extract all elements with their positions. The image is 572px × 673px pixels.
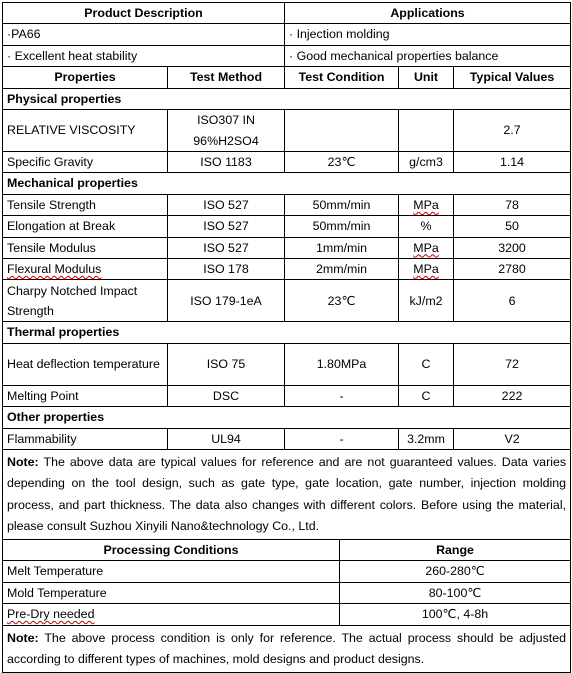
unit-text: MPa <box>413 197 439 212</box>
table-row <box>3 110 571 152</box>
test-condition: 50mm/min <box>285 194 399 215</box>
typical-value: 72 <box>454 343 571 385</box>
section-title: Physical properties <box>3 88 571 109</box>
test-condition: 2mm/min <box>285 259 399 280</box>
typical-value: 6 <box>454 280 571 322</box>
condition-name: Melt Temperature <box>3 561 340 582</box>
condition-range: 80-100℃ <box>340 582 571 603</box>
unit: 3.2mm <box>399 428 454 449</box>
test-method: ISO 527 <box>168 216 285 237</box>
property-name: Specific Gravity <box>3 152 168 173</box>
test-method: UL94 <box>168 428 285 449</box>
condition-name: Mold Temperature <box>3 582 340 603</box>
section-row <box>3 407 571 428</box>
property-name: RELATIVE VISCOSITY <box>3 110 168 152</box>
table-row <box>3 216 571 237</box>
test-method: ISO 179-1eA <box>168 280 285 322</box>
property-name: Charpy Notched Impact Strength <box>3 280 168 322</box>
test-condition: - <box>285 385 399 406</box>
table-row <box>3 259 571 280</box>
processing-header-row <box>3 540 571 561</box>
property-name <box>3 259 168 280</box>
unit: C <box>399 385 454 406</box>
property-name: Heat deflection temperature <box>3 343 168 385</box>
note-cell <box>3 450 571 540</box>
note-row <box>3 625 571 672</box>
applications-header: Applications <box>285 3 571 24</box>
test-condition: 23℃ <box>285 280 399 322</box>
unit: % <box>399 216 454 237</box>
test-condition: 1.80MPa <box>285 343 399 385</box>
table-row <box>3 152 571 173</box>
table-row <box>3 237 571 258</box>
property-text: Flexural Modulus <box>7 262 102 277</box>
range-header: Range <box>340 540 571 561</box>
note-row <box>3 450 571 540</box>
unit: C <box>399 343 454 385</box>
col-typical-values: Typical Values <box>454 67 571 88</box>
table-row <box>3 194 571 215</box>
test-method: ISO 1183 <box>168 152 285 173</box>
unit: g/cm3 <box>399 152 454 173</box>
property-name: Tensile Modulus <box>3 237 168 258</box>
section-title: Other properties <box>3 407 571 428</box>
section-row <box>3 173 571 194</box>
description-right: · Injection molding <box>285 24 571 45</box>
condition-text: Pre-Dry needed <box>7 607 95 622</box>
note-label: Note: <box>7 455 39 470</box>
test-method: ISO 527 <box>168 194 285 215</box>
unit <box>399 110 454 152</box>
description-row <box>3 24 571 45</box>
test-condition: 1mm/min <box>285 237 399 258</box>
test-method: ISO307 IN 96%H2SO4 <box>168 110 285 152</box>
unit: kJ/m2 <box>399 280 454 322</box>
section-row <box>3 88 571 109</box>
property-name: Melting Point <box>3 385 168 406</box>
unit-text: MPa <box>413 262 439 277</box>
table-row <box>3 385 571 406</box>
test-method: ISO 178 <box>168 259 285 280</box>
typical-value: 50 <box>454 216 571 237</box>
column-header-row <box>3 67 571 88</box>
unit <box>399 194 454 215</box>
property-name: Flammability <box>3 428 168 449</box>
unit <box>399 259 454 280</box>
table-row <box>3 561 571 582</box>
test-method: ISO 527 <box>168 237 285 258</box>
col-test-method: Test Method <box>168 67 285 88</box>
unit <box>399 237 454 258</box>
test-condition: - <box>285 428 399 449</box>
typical-value: 1.14 <box>454 152 571 173</box>
processing-table <box>2 540 571 673</box>
section-title: Mechanical properties <box>3 173 571 194</box>
properties-table <box>2 2 571 540</box>
typical-value: 2780 <box>454 259 571 280</box>
test-method: DSC <box>168 385 285 406</box>
test-condition: 50mm/min <box>285 216 399 237</box>
condition-range: 260-280℃ <box>340 561 571 582</box>
note-label: Note: <box>7 630 39 645</box>
table-row <box>3 428 571 449</box>
property-name: Tensile Strength <box>3 194 168 215</box>
property-name: Elongation at Break <box>3 216 168 237</box>
typical-value: 3200 <box>454 237 571 258</box>
typical-value: V2 <box>454 428 571 449</box>
product-description-header: Product Description <box>3 3 285 24</box>
condition-range: 100℃, 4-8h <box>340 604 571 625</box>
processing-conditions-header: Processing Conditions <box>3 540 340 561</box>
table-row <box>3 343 571 385</box>
test-condition: 23℃ <box>285 152 399 173</box>
note-cell <box>3 625 571 672</box>
col-unit: Unit <box>399 67 454 88</box>
test-condition <box>285 110 399 152</box>
unit-text: MPa <box>413 240 439 255</box>
table-row <box>3 280 571 322</box>
note-text: The above data are typical values for reference and are not guaranteed values. Data varies depending on the tool design, such as gate type, gate location, gate number, injection molding process, and part thickness. The data also changes with different colors. Before using the material, please consult Suzhou Xinyili Nano&technology Co., Ltd. <box>7 455 567 533</box>
col-test-condition: Test Condition <box>285 67 399 88</box>
header-row <box>3 3 571 24</box>
section-row <box>3 322 571 343</box>
table-row <box>3 582 571 603</box>
typical-value: 78 <box>454 194 571 215</box>
description-left: ·PA66 <box>3 24 285 45</box>
condition-name <box>3 604 340 625</box>
test-method: ISO 75 <box>168 343 285 385</box>
typical-value: 2.7 <box>454 110 571 152</box>
col-properties: Properties <box>3 67 168 88</box>
section-title: Thermal properties <box>3 322 571 343</box>
typical-value: 222 <box>454 385 571 406</box>
description-left: · Excellent heat stability <box>3 45 285 66</box>
note-text: The above process condition is only for reference. The actual process should be adjusted according to different types of machines, mold designs and product designs. <box>7 630 566 666</box>
datasheet <box>2 2 570 673</box>
description-row <box>3 45 571 66</box>
description-right: · Good mechanical properties balance <box>285 45 571 66</box>
table-row <box>3 604 571 625</box>
